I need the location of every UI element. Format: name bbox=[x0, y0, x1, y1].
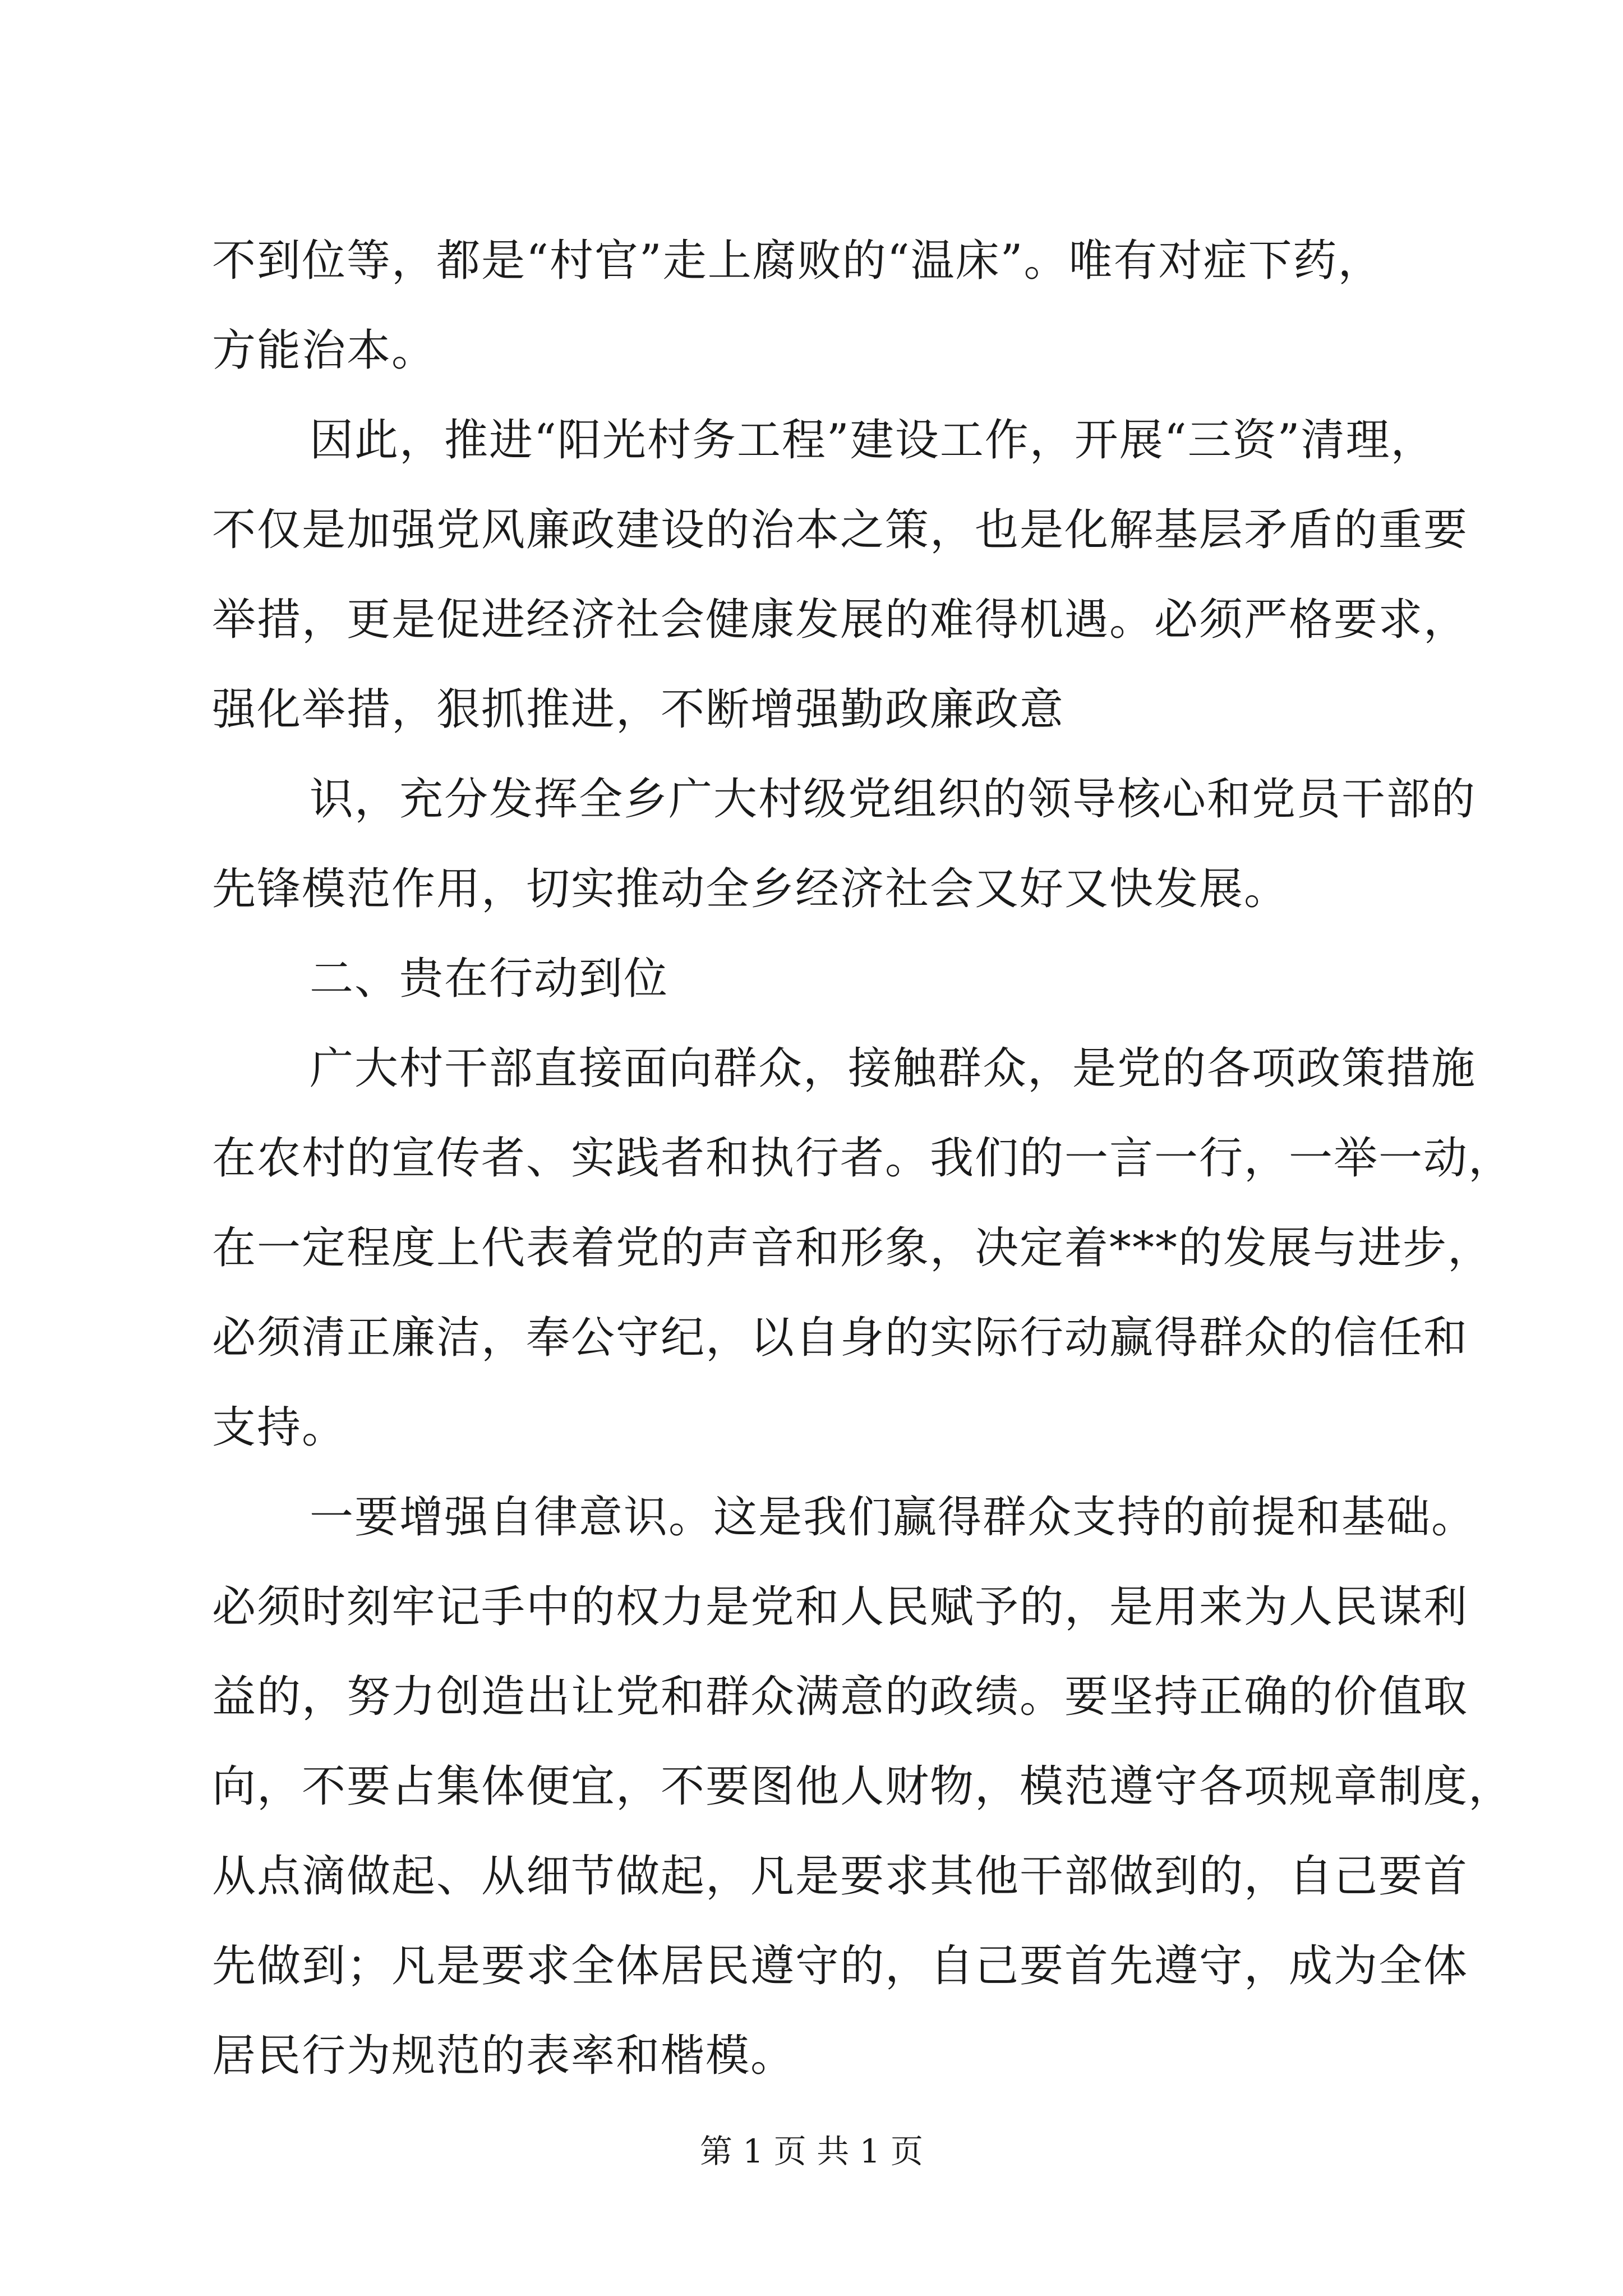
text-line: 居民行为规范的表率和楷模。 bbox=[212, 2031, 796, 2081]
text-line: 举措，更是促进经济社会健康发展的难得机遇。必须严格要求， bbox=[212, 595, 1469, 645]
text-line: 先做到；凡是要求全体居民遵守的，自己要首先遵守，成为全体 bbox=[212, 1941, 1469, 1991]
text-line: 强化举措，狠抓推进，不断增强勤政廉政意 bbox=[212, 684, 1065, 735]
text-line: 不到位等，都是“村官”走上腐败的“温床”。唯有对症下药， bbox=[212, 236, 1383, 286]
document-body bbox=[212, 216, 1514, 2101]
text-line: 必须清正廉洁，奉公守纪，以自身的实际行动赢得群众的信任和 bbox=[212, 1313, 1469, 1363]
text-line: 在农村的宣传者、实践者和执行者。我们的一言一行，一举一动， bbox=[212, 1133, 1514, 1184]
text-line: 从点滴做起、从细节做起，凡是要求其他干部做到的，自己要首 bbox=[212, 1851, 1469, 1902]
paragraph-start: 一要增强自律意识。这是我们赢得群众支持的前提和基础。 bbox=[310, 1492, 1477, 1543]
text-line: 先锋模范作用，切实推动全乡经济社会又好又快发展。 bbox=[212, 864, 1289, 914]
paragraph-start: 识，充分发挥全乡广大村级党组织的领导核心和党员干部的 bbox=[310, 774, 1477, 825]
text-line: 不仅是加强党风廉政建设的治本之策，也是化解基层矛盾的重要 bbox=[212, 505, 1469, 555]
paragraph-start: 因此，推进“阳光村务工程”建设工作，开展“三资”清理， bbox=[310, 415, 1436, 466]
page-footer: 第 1 页 共 1 页 bbox=[700, 2132, 923, 2170]
text-line: 必须时刻牢记手中的权力是党和人民赋予的，是用来为人民谋利 bbox=[212, 1582, 1469, 1632]
text-line: 方能治本。 bbox=[212, 325, 437, 376]
section-heading: 二、贵在行动到位 bbox=[310, 954, 669, 1004]
text-line: 益的，努力创造出让党和群众满意的政绩。要坚持正确的价值取 bbox=[212, 1672, 1469, 1722]
text-line: 在一定程度上代表着党的声音和形象，决定着***的发展与进步， bbox=[212, 1223, 1493, 1273]
text-line: 向，不要占集体便宜，不要图他人财物，模范遵守各项规章制度， bbox=[212, 1761, 1514, 1812]
paragraph-start: 广大村干部直接面向群众，接触群众，是党的各项政策措施 bbox=[310, 1043, 1477, 1094]
text-line: 支持。 bbox=[212, 1402, 347, 1453]
